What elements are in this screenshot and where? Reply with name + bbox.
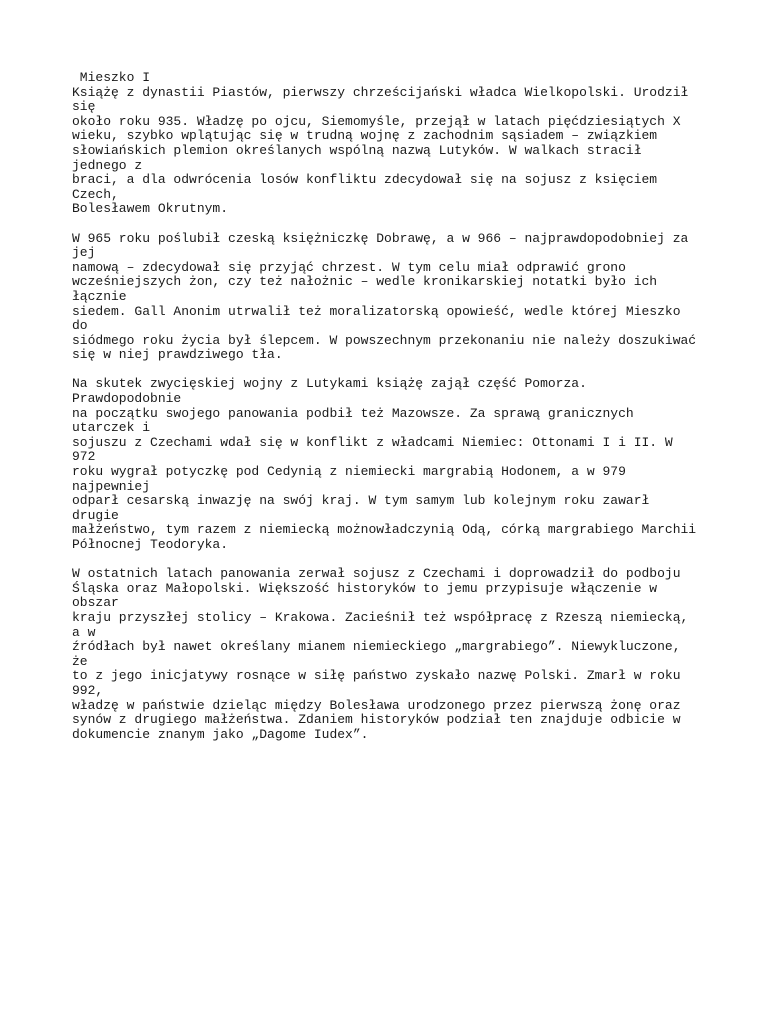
paragraph-2: W 965 roku poślubił czeską księżniczkę Dobrawę, a w 966 – najprawdopodobniej za jej namową – zdecydował się przyjąć chrzest. W tym celu miał odprawić grono wcześniejszych żon, czy też nałożnic – wedle kronikarskiej notatki było ich łącznie siedem. Gall Anonim utrwalił też moralizatorską opowieść, wedle której Mieszko do siódmego roku życia był ślepcem. W powszechnym przekonaniu nie należy doszukiwać się w niej prawdziwego tła. [72,230,697,363]
document-page [72,71,702,757]
paragraph-1: Książę z dynastii Piastów, pierwszy chrześcijański władca Wielkopolski. Urodził się około roku 935. Władzę po ojcu, Siemomyśle, przejął w latach pięćdziesiątych X wieku, szybko wplątując się w trudną wojnę z zachodnim sąsiadem – związkiem słowiańskich plemion określanych wspólną nazwą Lutyków. W walkach stracił jednego z braci, a dla odwrócenia losów konfliktu zdecydował się na sojusz z księciem Czech, Bolesławem Okrutnym. [72,84,689,217]
paragraph-4: W ostatnich latach panowania zerwał sojusz z Czechami i doprowadził do podboju Śląska oraz Małopolski. Większość historyków to jemu przypisuje włączenie w obszar kraju przyszłej stolicy – Krakowa. Zacieśnił też współpracę z Rzeszą niemiecką, a w źródłach był nawet określany mianem niemieckiego „margrabiego”. Niewykluczone, że to z jego inicjatywy rosnące w siłę państwo zyskało nazwę Polski. Zmarł w roku 992, władzę w państwie dzieląc między Bolesława urodzonego przez pierwszą żonę oraz synów z drugiego małżeństwa. Zdaniem historyków podział ten znajduje odbicie w dokumencie znanym jako „Dagome Iudex”. [72,566,689,742]
paragraph-3: Na skutek zwycięskiej wojny z Lutykami książę zajął część Pomorza. Prawdopodobnie na początku swojego panowania podbił też Mazowsze. Za sprawą granicznych utarczek i sojuszu z Czechami wdał się w konflikt z władcami Niemiec: Ottonami I i II. W 972 roku wygrał potyczkę pod Cedynią z niemiecki margrabią Hodonem, a w 979 najpewniej odparł cesarską inwazję na swój kraj. W tym samym lub kolejnym roku zawarł drugie małżeństwo, tym razem z niemiecką możnowładczynią Odą, córką margrabiego Marchii Północnej Teodoryka. [72,376,697,552]
document-title: Mieszko I [72,70,151,85]
